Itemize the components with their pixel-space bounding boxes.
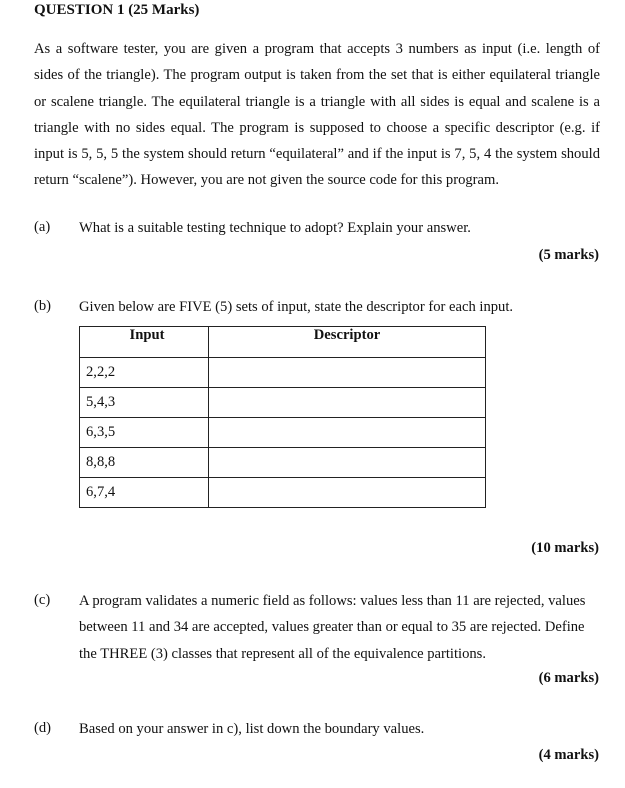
- descriptor-cell: [209, 478, 486, 508]
- descriptor-cell: [209, 358, 486, 388]
- part-d-marks: (4 marks): [538, 747, 599, 763]
- part-b-marks: (10 marks): [531, 540, 599, 556]
- part-c-label: (c): [34, 592, 51, 608]
- input-cell: 6,7,4: [80, 478, 209, 508]
- descriptor-cell: [209, 448, 486, 478]
- header-input: Input: [80, 327, 209, 358]
- part-c-marks: (6 marks): [538, 670, 599, 686]
- part-b-label: (b): [34, 298, 52, 314]
- part-d-text: Based on your answer in c), list down the boundary values.: [79, 721, 425, 737]
- part-a-text: What is a suitable testing technique to adopt? Explain your answer.: [79, 220, 471, 236]
- part-a-label: (a): [34, 219, 51, 235]
- part-b-text: Given below are FIVE (5) sets of input, state the descriptor for each input.: [79, 299, 514, 315]
- question-intro: As a software tester, you are given a program that accepts 3 numbers as input (i.e. length of sides of the triangle). The program output is taken from the set that is either equilateral triangle or scalene triangle. The equilateral triangle is a triangle with all sides is equal and scalene is a triangle with no sides equal. The program is supposed to choose a specific descriptor (e.g. if input is 5, 5, 5 the system should return “equilateral” and if the input is 7, 5, 4 the system should return “scalene”). However, you are not given the source code for this program.: [34, 41, 600, 189]
- input-cell: 5,4,3: [80, 388, 209, 418]
- table-row: [80, 358, 486, 388]
- descriptor-cell: [209, 418, 486, 448]
- part-c-text: A program validates a numeric field as follows: values less than 11 are rejected, values between 11 and 34 are accepted, values greater than or equal to 35 are rejected. Define the THREE (3) classes that represent all of the equivalence partitions.: [79, 593, 586, 662]
- descriptor-table: [79, 326, 486, 508]
- part-a-marks: (5 marks): [538, 247, 599, 263]
- table-row: [80, 388, 486, 418]
- descriptor-cell: [209, 388, 486, 418]
- question-title: QUESTION 1 (25 Marks): [34, 2, 200, 18]
- table-row: [80, 418, 486, 448]
- table-row: [80, 448, 486, 478]
- input-cell: 8,8,8: [80, 448, 209, 478]
- table-row: [80, 478, 486, 508]
- table-header-row: [80, 327, 486, 358]
- input-cell: 6,3,5: [80, 418, 209, 448]
- part-d-label: (d): [34, 720, 52, 736]
- input-cell: 2,2,2: [80, 358, 209, 388]
- header-descriptor: Descriptor: [209, 327, 486, 358]
